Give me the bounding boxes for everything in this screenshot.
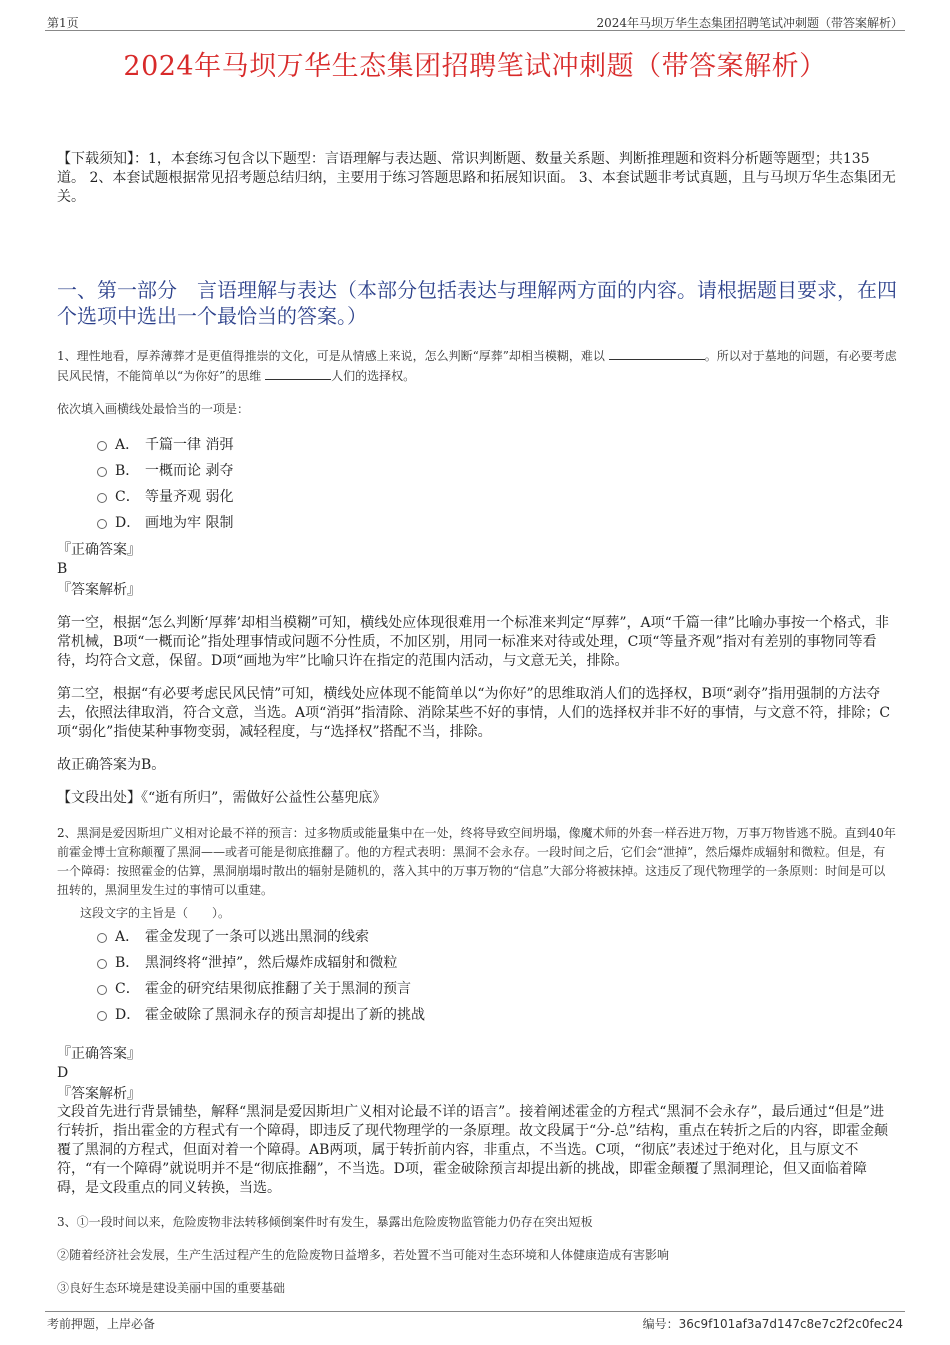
- question-1-prompt: 依次填入画横线处最恰当的一项是：: [57, 402, 250, 416]
- question-2-prompt: 这段文字的主旨是（ ）。: [80, 906, 231, 920]
- section-heading: 一、第一部分 言语理解与表达（本部分包括表达与理解两方面的内容。请根据题目要求，在四个选项中选出一个最恰当的答案。）: [57, 278, 897, 328]
- option-c[interactable]: C． 霍金的研究结果彻底推翻了关于黑洞的预言: [97, 976, 425, 1002]
- option-a[interactable]: A． 霍金发现了一条可以逃出黑洞的线索: [97, 924, 425, 950]
- radio-icon[interactable]: [97, 933, 107, 943]
- answer-label: 『正确答案』: [57, 542, 141, 558]
- answer-value: D: [57, 1065, 69, 1081]
- radio-icon[interactable]: [97, 467, 107, 477]
- radio-icon[interactable]: [97, 985, 107, 995]
- analysis-paragraph: 第一空，根据“怎么判断‘厚葬’却相当模糊”可知，横线处应体现很难用一个标准来判定“厚葬”，A项“千篇一律”比喻办事按一个格式，非常机械，B项“一概而论”指处理事情或问题不分性质，不加区别，用同一标准来对待或处理，C项“等量齐观”指对有差别的事物同等看待，均符合文意，保留。D项“画地为牢”比喻只许在指定的范围内活动，与文意无关，排除。: [57, 615, 889, 669]
- option-d[interactable]: D． 画地为牢 限制: [97, 510, 233, 536]
- analysis-label: 『答案解析』: [57, 582, 141, 598]
- radio-icon[interactable]: [97, 1011, 107, 1021]
- document-code: 编号：36c9f101af3a7d147c8e7c2f2c0fec24: [642, 1317, 903, 1331]
- question-2-options: [97, 924, 425, 1028]
- radio-icon[interactable]: [97, 959, 107, 969]
- option-d[interactable]: D． 霍金破除了黑洞永存的预言却提出了新的挑战: [97, 1002, 425, 1028]
- fill-blank-2: [265, 367, 331, 380]
- option-c[interactable]: C． 等量齐观 弱化: [97, 484, 233, 510]
- answer-value: B: [57, 561, 68, 577]
- q1-text-part-c: 人们的选择权。: [331, 369, 416, 383]
- analysis-paragraph: 第二空，根据“有必要考虑民风民情”可知，横线处应体现不能简单以“为你好”的思维取消人们的选择权，B项“剥夺”指用强制的方法夺去，依照法律取消，符合文意，当选。A项“消弭”指清除、消除某些不好的事情，人们的选择权并非不好的事情，与文意不符，排除；C项“弱化”指使某种事物变弱，减轻程度，与“选择权”搭配不当，排除。: [57, 686, 891, 740]
- question-3-text: 3、①一段时间以来，危险废物非法转移倾倒案件时有发生，暴露出危险废物监管能力仍存在突出短板: [57, 1215, 593, 1229]
- footer-slogan: 考前押题，上岸必备: [47, 1317, 156, 1331]
- radio-icon[interactable]: [97, 441, 107, 451]
- question-2-text: 2、黑洞是爱因斯坦广义相对论最不祥的预言：过多物质或能量集中在一处，终将导致空间坍塌，像魔术师的外套一样吞进万物，万事万物皆逃不脱。直到40年前霍金博士宣称颠覆了黑洞——或者可能是彻底推翻了。他的方程式表明：黑洞不会永存。一段时间之后，它们会“泄掉”，然后爆炸成辐射和微粒。但是，有一个障碍：按照霍金的估算，黑洞崩塌时散出的辐射是随机的，落入其中的万事万物的“信息”大部分将被抹掉。这违反了现代物理学的一条原则：时间是可以扭转的，黑洞里发生过的事情可以重建。: [57, 826, 896, 897]
- analysis-conclusion: 故正确答案为B。: [57, 757, 166, 773]
- source-citation: 【文段出处】《“逝有所归”，需做好公益性公墓兜底》: [57, 790, 387, 806]
- radio-icon[interactable]: [97, 519, 107, 529]
- header-doc-title: 2024年马坝万华生态集团招聘笔试冲刺题（带答案解析）: [596, 16, 903, 30]
- fill-blank-1: [609, 347, 705, 360]
- option-b[interactable]: B． 黑洞终将“泄掉”，然后爆炸成辐射和微粒: [97, 950, 425, 976]
- question-3-statement-2: ②随着经济社会发展，生产生活过程产生的危险废物日益增多，若处置不当可能对生态环境和人体健康造成有害影响: [57, 1248, 670, 1262]
- page-header: [45, 12, 905, 31]
- page-title: 2024年马坝万华生态集团招聘笔试冲刺题（带答案解析）: [123, 51, 827, 82]
- option-b[interactable]: B． 一概而论 剥夺: [97, 458, 233, 484]
- answer-label: 『正确答案』: [57, 1046, 141, 1062]
- page-footer: [45, 1311, 905, 1332]
- q1-text-part-a: 1、理性地看，厚养薄葬才是更值得推崇的文化，可是从情感上来说，怎么判断“厚葬”却相当模糊，难以: [57, 349, 605, 363]
- question-1-text: [57, 346, 897, 386]
- download-notice: 【下载须知】：1，本套练习包含以下题型：言语理解与表达题、常识判断题、数量关系题、判断推理题和资料分析题等题型；共135道。 2、本套试题根据常见招考题总结归纳，主要用于练习答题思路和拓展知识面。 3、本套试题非考试真题，且与马坝万华生态集团无关。: [57, 151, 896, 205]
- page-number: 第1页: [47, 16, 79, 30]
- radio-icon[interactable]: [97, 493, 107, 503]
- q1-text-part-b: 。所以对于墓地的问题，有必要考虑民风民情，不能简单以“为你好”的思维: [57, 349, 897, 383]
- analysis-label: 『答案解析』: [57, 1086, 141, 1102]
- question-3-statement-3: ③良好生态环境是建设美丽中国的重要基础: [57, 1281, 286, 1295]
- analysis-paragraph: 文段首先进行背景铺垫，解释“黑洞是爱因斯坦广义相对论最不详的语言”。接着阐述霍金的方程式“黑洞不会永存”，最后通过“但是”进行转折，指出霍金的方程式有一个障碍，即违反了现代物理学的一条原理。故文段属于“分-总”结构，重点在转折之后的内容，即霍金颠覆了黑洞的方程式，但面对着一个障碍。AB两项，属于转折前内容，非重点，不当选。C项，“彻底”表述过于绝对化，且与原文不符，“有一个障碍”就说明并不是“彻底推翻”，不当选。D项，霍金破除预言却提出新的挑战，即霍金颠覆了黑洞理论，但又面临着障碍，是文段重点的同义转换，当选。: [57, 1104, 889, 1196]
- question-1-options: [97, 432, 233, 536]
- option-a[interactable]: A． 千篇一律 消弭: [97, 432, 233, 458]
